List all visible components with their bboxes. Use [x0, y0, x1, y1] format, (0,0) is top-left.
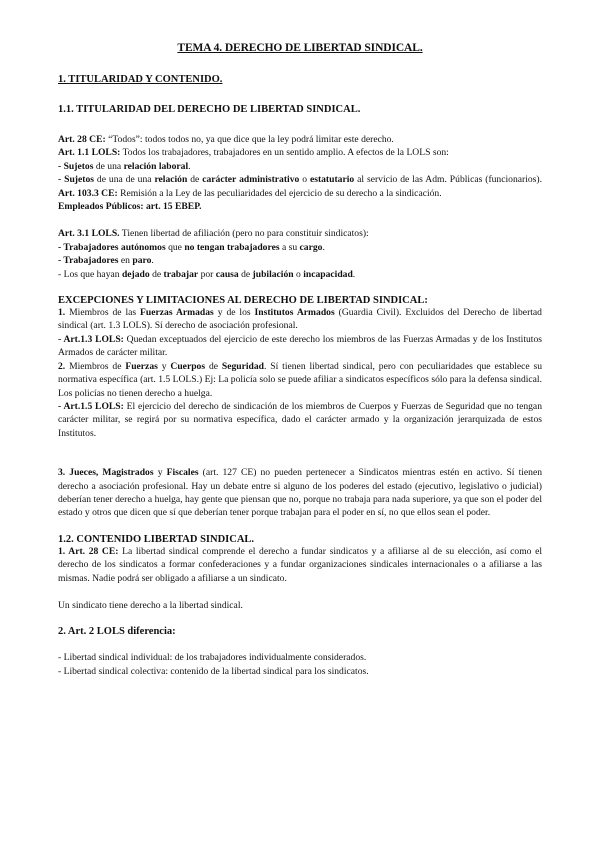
text: Miembros de	[65, 360, 126, 372]
ref-ebep: Empleados Públicos: art. 15 EBEP.	[58, 201, 202, 213]
text: .	[188, 160, 191, 172]
bold-text: carácter administrativo	[202, 174, 300, 186]
paragraph-jueces	[58, 466, 542, 520]
bold-text: - Art.1.3 LOLS:	[58, 333, 124, 345]
bold-text: - Trabajadores	[58, 255, 119, 267]
text: o	[293, 268, 304, 280]
paragraph-diferencia	[58, 651, 542, 678]
bold-text: Seguridad	[221, 360, 265, 372]
ref-art28: Art. 28 CE:	[58, 134, 106, 145]
document-title: TEMA 4. DERECHO DE LIBERTAD SINDICAL.	[177, 42, 423, 54]
text: de	[238, 268, 253, 280]
text: por	[198, 268, 216, 280]
bold-text: - Sujetos	[58, 174, 94, 186]
text: al servicio de las Adm. Públicas (funcionarios).	[354, 174, 542, 186]
text: Quedan exceptuados del ejercicio de este derecho los miembros de las Fuerzas Armadas y de los Institutos Armados de carácter militar.	[58, 333, 542, 359]
paragraph-contenido	[58, 545, 542, 585]
paragraph-sindicato: Un sindicato tiene derecho a la libertad sindical.	[58, 599, 243, 611]
bold-text: Fuerzas Armadas	[140, 307, 214, 319]
bold-text: - Art.1.5 LOLS:	[58, 400, 124, 412]
bold-text: incapacidad	[303, 268, 353, 280]
bold-text: trabajar	[163, 268, 199, 280]
text: .	[322, 241, 325, 253]
text: de una de una	[93, 174, 155, 186]
bold-text: Art. 3.1 LOLS.	[58, 228, 120, 240]
paragraph-titularidad	[58, 133, 542, 213]
bold-text: estatutario	[309, 174, 355, 186]
text: de	[187, 174, 203, 186]
text: de	[205, 360, 222, 372]
bold-text: no tengan trabajadores	[184, 241, 280, 253]
text: La libertad sindical comprende el derecho a fundar sindicatos y a afiliarse al de su elección, así como el derecho de los sindicatos a formar confederaciones y a fundar organizaciones sindicales internacionales o a afiliarse a las mismas. Nadie podrá ser obligado a afiliarse a un sindicato.	[58, 545, 543, 584]
section-heading-1-1: 1.1. TITULARIDAD DEL DERECHO DE LIBERTAD SINDICAL.	[58, 104, 361, 115]
paragraph-excepciones	[58, 306, 542, 440]
bold-text: jubilación	[252, 268, 294, 280]
list-item: - Libertad sindical individual: de los trabajadores individualmente considerados.	[58, 652, 367, 664]
text: de	[149, 268, 164, 280]
ref-art11: Art. 1.1 LOLS:	[58, 147, 121, 159]
text: .	[151, 255, 154, 267]
bold-text: paro	[132, 255, 152, 267]
text: (art. 127 CE) no pueden pertenecer a Sindicatos mientras estén en activo. Sí tienen derecho a asociación profesional. Hay un debate entre si alguno de los poderes del estado (ejecutivo, legislativo o judicial) deberían tener derecho a huelga, hay gente que piensan que no, porque no trabaja para nada superiore, ya que son el poder del estado y otros que dicen que sí que deberían tener porque trabajan para el poder en sí, no que ellos sean el poder.	[58, 467, 543, 519]
text: o	[299, 174, 310, 186]
bold-text: relación	[154, 174, 188, 186]
bold-text: Cuerpos	[170, 360, 206, 372]
bold-text: 3. Jueces, Magistrados	[58, 467, 154, 479]
list-item: - Libertad sindical colectiva: contenido de la libertad sindical para los sindicatos.	[58, 665, 369, 677]
text: (Guardia Civil). Excluidos del Derecho de libertad sindical (art. 1.3 LOLS). Sí derecho de asociación profesional.	[58, 307, 542, 332]
text: El ejercicio del derecho de sindicación de los miembros de Cuerpos y Fuerzas de Seguridad que no tengan carácter militar, se regirá por su normativa específica, dado el carácter armado y la organización jerarquizada de estos Institutos.	[58, 400, 542, 439]
text: y de los	[213, 307, 255, 319]
text: en	[118, 255, 133, 267]
bold-text: cargo	[299, 241, 323, 253]
paragraph-afiliacion	[58, 227, 542, 281]
text: Remisión a la Ley de las peculiaridades del ejercicio de su derecho a la sindicación.	[117, 187, 442, 199]
bold-text: relación laboral	[123, 160, 189, 172]
text: .	[352, 268, 356, 280]
bold-text: 2.	[58, 360, 66, 372]
bold-text: Fiscales	[166, 467, 199, 479]
text: y	[157, 360, 171, 372]
text: Tienen libertad de afiliación (pero no para constituir sindicatos):	[119, 228, 369, 240]
text: - Los que hayan	[58, 268, 122, 280]
text: . Sí tienen libertad sindical, pero con peculiaridades que establece su normativa específica (art. 1.5 LOLS.) Ej: La policía solo se puede afiliar a sindicatos específicos sólo para la defensa sindical. Los policías no tienen derecho a huelga.	[58, 360, 543, 399]
bold-text: Institutos Armados	[254, 307, 335, 319]
bold-text: - Trabajadores autónomos	[58, 241, 166, 253]
bold-text: Fuerzas	[125, 360, 158, 372]
text: a su	[279, 241, 300, 253]
section-heading-1-2: 1.2. CONTENIDO LIBERTAD SINDICAL.	[58, 533, 255, 545]
bold-text: dejado	[121, 268, 150, 280]
exceptions-heading: EXCEPCIONES Y LIMITACIONES AL DERECHO DE LIBERTAD SINDICAL:	[58, 295, 428, 307]
text: que	[165, 241, 185, 253]
text: Todos los trabajadores, trabajadores en un sentido amplio. A efectos de la LOLS son:	[120, 147, 449, 159]
bold-text: - Sujetos	[58, 160, 94, 172]
bold-text: Art. 103.3 CE:	[58, 187, 118, 199]
bold-text: causa	[215, 268, 239, 280]
bold-text: 1. Art. 28 CE:	[58, 545, 119, 557]
text: Miembros de las	[65, 307, 141, 319]
text: de una	[93, 160, 124, 172]
text: y	[153, 467, 167, 479]
bold-text: 1.	[58, 307, 66, 319]
section-heading-1: 1. TITULARIDAD Y CONTENIDO.	[58, 74, 223, 85]
text: “Todos”: todos todos no, ya que dice que la ley podrá limitar este derecho.	[105, 134, 394, 145]
section-heading-2: 2. Art. 2 LOLS diferencia:	[58, 626, 176, 638]
